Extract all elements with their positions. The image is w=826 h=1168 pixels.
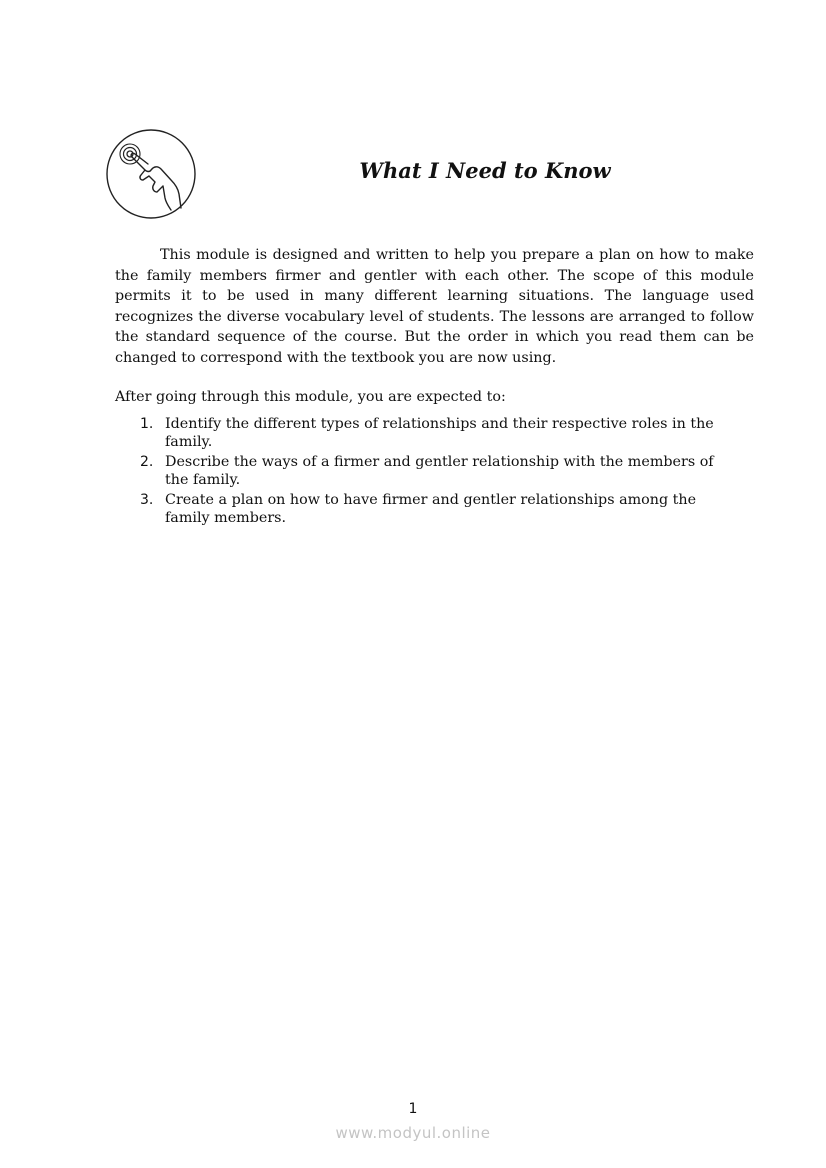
page-number: 1 bbox=[408, 1101, 418, 1117]
list-item-text: Describe the ways of a firmer and gentler relationship with the members of the family. bbox=[165, 454, 714, 488]
list-item-text: Identify the different types of relationships and their respective roles in the family. bbox=[165, 416, 714, 450]
list-item bbox=[115, 492, 735, 527]
list-item-text: Create a plan on how to have firmer and gentler relationships among the family members. bbox=[165, 492, 697, 526]
list-item bbox=[115, 454, 735, 489]
watermark: www.modyul.online bbox=[335, 1124, 491, 1142]
list-item-number: 1. bbox=[140, 416, 154, 432]
section-title: What I Need to Know bbox=[359, 158, 611, 183]
touch-hand-icon bbox=[105, 128, 197, 220]
objectives-lead: After going through this module, you are expected to: bbox=[115, 389, 506, 405]
list-item bbox=[115, 416, 735, 451]
list-item-number: 3. bbox=[140, 492, 154, 508]
objectives-list bbox=[115, 416, 735, 530]
list-item-number: 2. bbox=[140, 454, 154, 470]
intro-paragraph: This module is designed and written to help you prepare a plan on how to make the family members firmer and gentler with each other. The scope of this module permits it to be used in many different learning situations. The language used recognizes the diverse vocabulary level of students. The lessons are arranged to follow the standard sequence of the course. But the order in which you read them can be changed to correspond with the textbook you are now using. bbox=[115, 247, 754, 366]
